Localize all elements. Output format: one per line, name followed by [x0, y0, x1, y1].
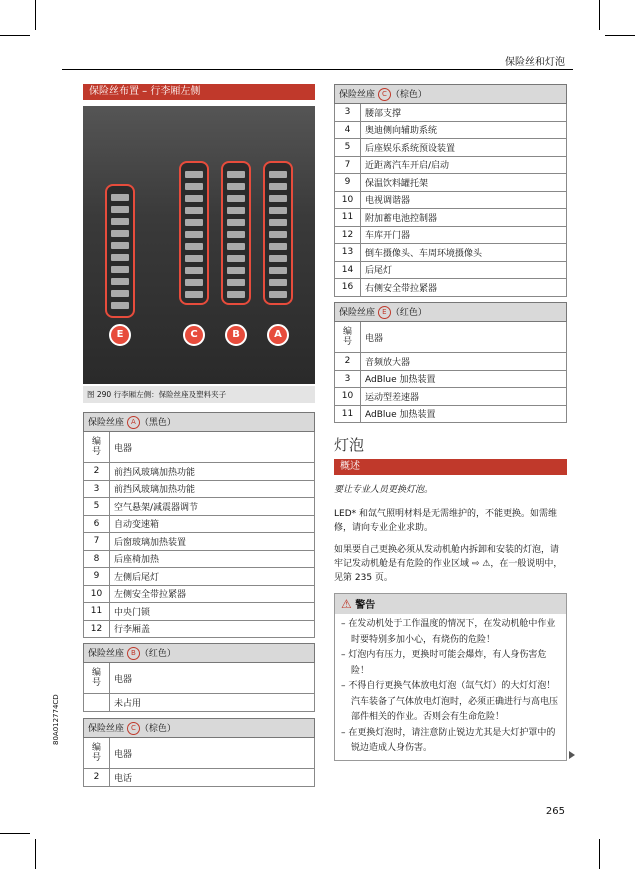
- table-row: 12 车库开门器: [335, 226, 567, 244]
- paragraph-engine-bay: 如果要自己更换必须从发动机舱内拆卸和安装的灯泡，请牢记发动机舱是有危险的作业区域 ⇨ ⚠，在一般说明中，见第 235 页。: [334, 545, 563, 583]
- table-title: 保险丝座 B （红色）: [84, 644, 315, 663]
- warning-item: – 在发动机处于工作温度的情况下，在发动机舱中作业时要特别多加小心，有烧伤的危险！: [341, 619, 556, 645]
- crop-mark: [0, 35, 30, 36]
- table-row: 9 左侧后尾灯: [84, 568, 315, 586]
- table-row: 6 自动变速箱: [84, 515, 315, 533]
- crop-mark: [599, 0, 600, 30]
- column-header-number: 编号: [84, 738, 110, 769]
- table-row: 5 后座娱乐系统预设装置: [335, 139, 567, 157]
- table-title: 保险丝座 C （棕色）: [84, 719, 315, 738]
- block-label-b: B: [225, 324, 247, 346]
- paragraph-professional: 要让专业人员更换灯泡。: [334, 485, 434, 495]
- table-title: 保险丝座 A （黑色）: [84, 413, 315, 432]
- table-row: 2 音频放大器: [335, 353, 567, 371]
- table-row: 8 后座椅加热: [84, 550, 315, 568]
- crop-mark: [35, 0, 36, 30]
- table-title: 保险丝座 C （棕色）: [335, 85, 567, 104]
- fuse-table-c: [83, 718, 315, 787]
- table-row: 10 左侧安全带拉紧器: [84, 585, 315, 603]
- fuse-holder-letter-icon: B: [127, 647, 140, 660]
- page-number: 265: [545, 806, 565, 817]
- table-row: 3 前挡风玻璃加热功能: [84, 480, 315, 498]
- fuse-table-e: [334, 302, 567, 423]
- table-row: 11 AdBlue 加热装置: [335, 405, 567, 423]
- table-row: 5 空气悬架/减震器调节: [84, 498, 315, 516]
- fuse-block-b: [221, 161, 251, 305]
- table-row: 7 近距离汽车开启/启动: [335, 156, 567, 174]
- fuse-table-b: [83, 643, 315, 712]
- warning-box: [334, 593, 567, 761]
- column-header-number: 编号: [84, 663, 110, 694]
- table-row: 2 前挡风玻璃加热功能: [84, 463, 315, 481]
- table-row: 16 右侧安全带拉紧器: [335, 279, 567, 297]
- crop-mark: [605, 35, 635, 36]
- crop-mark: [35, 839, 36, 869]
- column-header-device: 电器: [110, 432, 315, 463]
- document-code: 80A012774CD: [52, 694, 60, 745]
- table-title: 保险丝座 E （红色）: [335, 303, 567, 322]
- fuse-table-c-continued: [334, 84, 567, 297]
- table-row: 4 奥迪侧向辅助系统: [335, 121, 567, 139]
- table-row: 7 后窗玻璃加热装置: [84, 533, 315, 551]
- warning-item: – 不得自行更换气体放电灯泡（氙气灯）的大灯灯泡！汽车装备了气体放电灯泡时，必须正确进行与高电压部件相关的作业。否则会有生命危险！: [341, 681, 559, 722]
- fuse-block-c: [179, 161, 209, 305]
- block-label-e: E: [109, 324, 131, 346]
- fuse-holder-letter-icon: C: [127, 722, 140, 735]
- table-row: 3 AdBlue 加热装置: [335, 370, 567, 388]
- table-row: 10 运动型差速器: [335, 388, 567, 406]
- crop-mark: [0, 833, 30, 834]
- warning-triangle-icon: ⚠: [341, 597, 352, 611]
- table-row: 12 行李厢盖: [84, 620, 315, 638]
- fuse-table-a: [83, 412, 315, 638]
- block-label-c: C: [183, 324, 205, 346]
- running-header: 保险丝和灯泡: [505, 57, 565, 68]
- column-header-device: 电器: [110, 663, 315, 694]
- fuse-box-figure: [83, 106, 315, 384]
- overview-bar: 概述: [334, 459, 567, 475]
- paragraph-led: LED* 和氙气照明材料是无需维护的，不能更换。如需维修，请向专业企业求助。: [334, 509, 557, 533]
- table-row: 2 电话: [84, 769, 315, 787]
- fuse-holder-letter-icon: A: [127, 416, 140, 429]
- column-header-device: 电器: [361, 322, 567, 353]
- warning-header: ⚠ 警告: [335, 594, 566, 614]
- fuse-block-e: [105, 184, 135, 318]
- fuse-holder-letter-icon: C: [378, 88, 391, 101]
- fuse-holder-letter-icon: E: [378, 306, 391, 319]
- continue-arrow-icon: [569, 751, 575, 759]
- table-row: 10 电视调谐器: [335, 191, 567, 209]
- column-header-number: 编号: [84, 432, 110, 463]
- table-row: 13 倒车摄像头、车周环境摄像头: [335, 244, 567, 262]
- section-heading-bulbs: 灯泡: [334, 436, 365, 454]
- fuse-block-a: [263, 161, 293, 305]
- section-title: 保险丝布置 – 行李厢左侧: [83, 84, 315, 100]
- block-label-a: A: [267, 324, 289, 346]
- column-header-device: 电器: [110, 738, 315, 769]
- table-row: 未占用: [84, 694, 315, 712]
- table-row: 11 附加蓄电池控制器: [335, 209, 567, 227]
- column-header-number: 编号: [335, 322, 361, 353]
- table-row: 3 腰部支撑: [335, 104, 567, 122]
- warning-item: – 灯泡内有压力，更换时可能会爆炸，有人身伤害危险！: [341, 650, 547, 676]
- warning-item: – 在更换灯泡时，请注意防止锐边尤其是大灯护罩中的锐边造成人身伤害。: [341, 727, 556, 753]
- table-row: 11 中央门锁: [84, 603, 315, 621]
- figure-caption: 图 290 行李厢左侧：保险丝座及塑料夹子: [83, 386, 315, 403]
- table-row: 14 后尾灯: [335, 261, 567, 279]
- table-row: 9 保温饮料罐托架: [335, 174, 567, 192]
- crop-mark: [599, 839, 600, 869]
- header-rule: [62, 69, 573, 70]
